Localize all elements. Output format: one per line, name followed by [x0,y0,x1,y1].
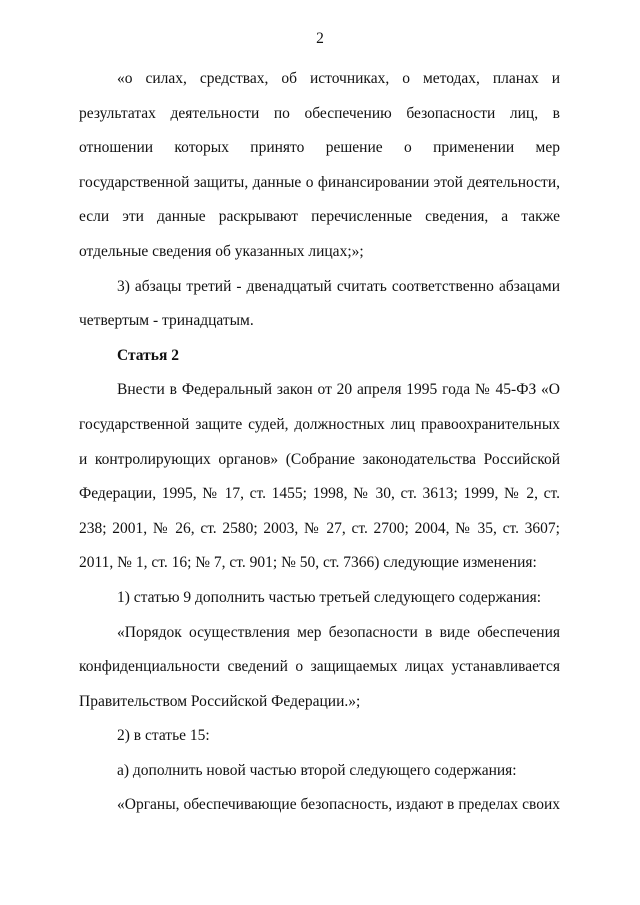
paragraph-item-3: 3) абзацы третий - двенадцатый считать соответственно абзацами четвертым - тринадцатым. [79,277,560,330]
paragraph-amendments-intro: Внести в Федеральный закон от 20 апреля 1995 года № 45-ФЗ «О государственной защите судей, должностных лиц правоохранительных и контролирующих органов» (Собрание законодательства Российской Федерации, 1995, № 17, ст. 1455; 1998, № 30, ст. 3613; 1999, № 2, ст. 238; 2001, № 26, ст. 2580; 2003, № 27, ст. 2700; 2004, № 35, ст. 3607; 2011, № 1, ст. 16; № 7, ст. 901; № 50, ст. 7366) следующие изменения: [79,381,560,572]
paragraph-item-2: 2) в статье 15: [117,727,210,745]
paragraph-security-bodies: «Органы, обеспечивающие безопасность, издают в пределах своих [117,796,560,814]
paragraph-secrecy-definition: «о силах, средствах, об источниках, о методах, планах и результатах деятельности по обеспечению безопасности лиц, в отношении которых принято решение о применении мер государственной защиты, данные о финансировании этой деятельности, если эти данные раскрывают перечисленные сведения, а также отдельные сведения об указанных лицах;»; [79,70,560,260]
paragraph-security-procedure: «Порядок осуществления мер безопасности в виде обеспечения конфиденциальности сведений о защищаемых лицах устанавливается Правительством Российской Федерации.»; [79,623,560,710]
document-body [79,62,560,823]
paragraph-item-1: 1) статью 9 дополнить частью третьей следующего содержания: [117,588,542,606]
page-number: 2 [316,30,324,47]
paragraph-subitem-a: а) дополнить новой частью второй следующего содержания: [117,761,517,779]
article-heading: Статья 2 [117,346,179,364]
